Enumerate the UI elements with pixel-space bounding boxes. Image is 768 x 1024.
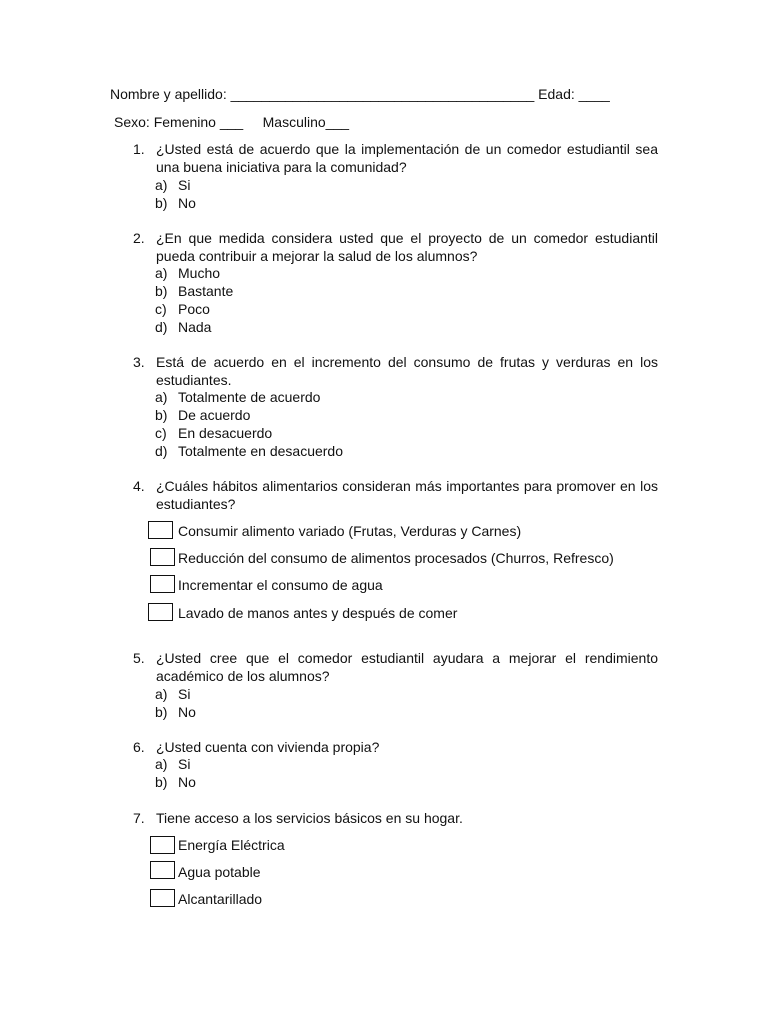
q4-text-line2: estudiantes? — [156, 496, 236, 512]
q7-number: 7. — [133, 810, 145, 826]
q3-number: 3. — [133, 354, 145, 370]
q6-option-b-text[interactable]: No — [178, 774, 196, 790]
q1-option-a-text[interactable]: Si — [178, 177, 191, 193]
q2-option-a-text[interactable]: Mucho — [178, 265, 221, 281]
q1-option-b-letter[interactable]: b) — [155, 195, 168, 211]
sex-line[interactable]: Sexo: Femenino ___ Masculino___ — [114, 114, 350, 130]
q2-text-line2: pueda contribuir a mejorar la salud de los alumnos? — [156, 248, 478, 264]
q7-checkbox-1-label: Energía Eléctrica — [178, 837, 285, 853]
q4-checkbox-2-label: Reducción del consumo de alimentos procesados (Churros, Refresco) — [178, 550, 614, 566]
q6-option-a-text[interactable]: Si — [178, 756, 191, 772]
q7-checkbox-3[interactable] — [150, 889, 175, 907]
q3-text-line1: Está de acuerdo en el incremento del consumo de frutas y verduras en los — [156, 354, 658, 370]
q3-option-b-text[interactable]: De acuerdo — [178, 407, 251, 423]
q6-option-b-letter[interactable]: b) — [155, 774, 168, 790]
q3-text-line2: estudiantes. — [156, 372, 232, 388]
q5-option-a-text[interactable]: Si — [178, 686, 191, 702]
q4-checkbox-4-label: Lavado de manos antes y después de comer — [178, 605, 458, 621]
q3-option-b-letter[interactable]: b) — [155, 407, 168, 423]
q7-checkbox-3-label: Alcantarillado — [178, 891, 263, 907]
q5-number: 5. — [133, 650, 145, 666]
q2-text-line1: ¿En que medida considera usted que el proyecto de un comedor estudiantil — [156, 230, 658, 246]
q4-checkbox-1[interactable] — [148, 521, 173, 539]
q2-option-d-letter[interactable]: d) — [155, 319, 168, 335]
q1-text-line1: ¿Usted está de acuerdo que la implementación de un comedor estudiantil sea — [156, 141, 658, 157]
q4-checkbox-1-label: Consumir alimento variado (Frutas, Verduras y Carnes) — [178, 523, 522, 539]
q5-option-b-text[interactable]: No — [178, 704, 196, 720]
q4-checkbox-3[interactable] — [150, 575, 175, 593]
q1-option-b-text[interactable]: No — [178, 195, 196, 211]
q5-text-line2: académico de los alumnos? — [156, 668, 330, 684]
q3-option-c-letter[interactable]: c) — [155, 425, 167, 441]
q2-option-b-text[interactable]: Bastante — [178, 283, 234, 299]
q7-text-line1: Tiene acceso a los servicios básicos en su hogar. — [156, 810, 463, 826]
q5-option-a-letter[interactable]: a) — [155, 686, 168, 702]
q7-checkbox-1[interactable] — [150, 836, 175, 854]
q7-checkbox-2-label: Agua potable — [178, 864, 261, 880]
q2-option-c-letter[interactable]: c) — [155, 301, 167, 317]
q2-option-b-letter[interactable]: b) — [155, 283, 168, 299]
q4-text-line1: ¿Cuáles hábitos alimentarios consideran más importantes para promover en los — [156, 478, 658, 494]
q1-option-a-letter[interactable]: a) — [155, 177, 168, 193]
q6-number: 6. — [133, 739, 145, 755]
q4-number: 4. — [133, 478, 145, 494]
q4-checkbox-3-label: Incrementar el consumo de agua — [178, 577, 383, 593]
q1-number: 1. — [133, 141, 145, 157]
q2-option-c-text[interactable]: Poco — [178, 301, 210, 317]
q3-option-d-text[interactable]: Totalmente en desacuerdo — [178, 443, 343, 459]
q2-number: 2. — [133, 230, 145, 246]
q3-option-d-letter[interactable]: d) — [155, 443, 168, 459]
q4-checkbox-4[interactable] — [148, 603, 173, 621]
q2-option-d-text[interactable]: Nada — [178, 319, 212, 335]
q5-option-b-letter[interactable]: b) — [155, 704, 168, 720]
q6-text-line1: ¿Usted cuenta con vivienda propia? — [156, 739, 380, 755]
q3-option-c-text[interactable]: En desacuerdo — [178, 425, 273, 441]
q6-option-a-letter[interactable]: a) — [155, 756, 168, 772]
q5-text-line1: ¿Usted cree que el comedor estudiantil ayudara a mejorar el rendimiento — [156, 650, 658, 666]
q7-checkbox-2[interactable] — [150, 861, 175, 879]
q2-option-a-letter[interactable]: a) — [155, 265, 168, 281]
q1-text-line2: una buena iniciativa para la comunidad? — [156, 159, 407, 175]
name-age-line[interactable]: Nombre y apellido: _______________________________________ Edad: ____ — [110, 86, 610, 102]
q4-checkbox-2[interactable] — [150, 548, 175, 566]
q3-option-a-text[interactable]: Totalmente de acuerdo — [178, 389, 321, 405]
q3-option-a-letter[interactable]: a) — [155, 389, 168, 405]
